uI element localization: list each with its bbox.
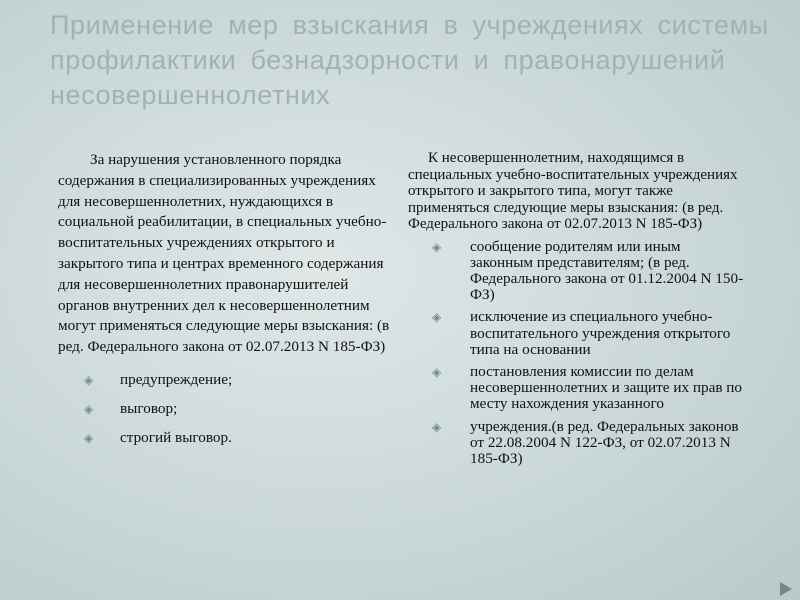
- diamond-bullet-icon: ◈: [432, 239, 442, 254]
- diamond-bullet-icon: ◈: [84, 372, 94, 387]
- slide-title: Применение мер взыскания в учреждениях системы профилактики безнадзорности и правонарушений несовершеннолетних: [50, 10, 769, 110]
- diamond-bullet-icon: ◈: [432, 310, 442, 325]
- list-item: ◈ предупреждение;: [58, 370, 390, 391]
- list-item: ◈ учреждения.(в ред. Федеральных законов от 22.08.2004 N 122-ФЗ, от 02.07.2013 N 185-ФЗ): [432, 417, 739, 467]
- left-paragraph: За нарушения установленного порядка содержания в специализированных учреждениях для несовершеннолетних, нуждающихся в социальной реабилитации, в специальных учебно-воспитательных учреждениях открытого и закрытого типа и центрах временного содержания для несовершеннолетних правонарушителей органов внутренних дел к несовершеннолетним могут применяться следующие меры взыскания: (в ред. Федерального закона от 02.07.2013 N 185-ФЗ): [58, 151, 390, 356]
- right-paragraph: К несовершеннолетним, находящимся в специальных учебно-воспитательных учреждениях открытого и закрытого типа, могут также применяться следующие меры взыскания: (в ред. Федерального закона от 02.07.2013 N 185-ФЗ): [408, 150, 738, 232]
- diamond-bullet-icon: ◈: [84, 430, 94, 445]
- list-item: ◈ выговор;: [58, 399, 390, 420]
- list-item: ◈ сообщение родителям или иным законным представителям; (в ред. Федерального закона от 01.12.2004 N 150-ФЗ): [432, 237, 744, 304]
- diamond-bullet-icon: ◈: [432, 419, 442, 434]
- diamond-bullet-icon: ◈: [84, 401, 94, 416]
- list-item: ◈ постановления комиссии по делам несовершеннолетних и защите их прав по месту нахождения указанного: [432, 362, 743, 413]
- right-column: [408, 150, 744, 473]
- right-list: [408, 239, 744, 468]
- diamond-bullet-icon: ◈: [432, 364, 442, 379]
- list-item: ◈ строгий выговор.: [58, 428, 390, 449]
- left-list: [58, 370, 390, 448]
- arrow-right-icon[interactable]: [780, 582, 792, 596]
- list-item: ◈ исключение из специального учебно-воспитательного учреждения открытого типа на основании: [432, 308, 731, 358]
- left-column: [58, 150, 390, 456]
